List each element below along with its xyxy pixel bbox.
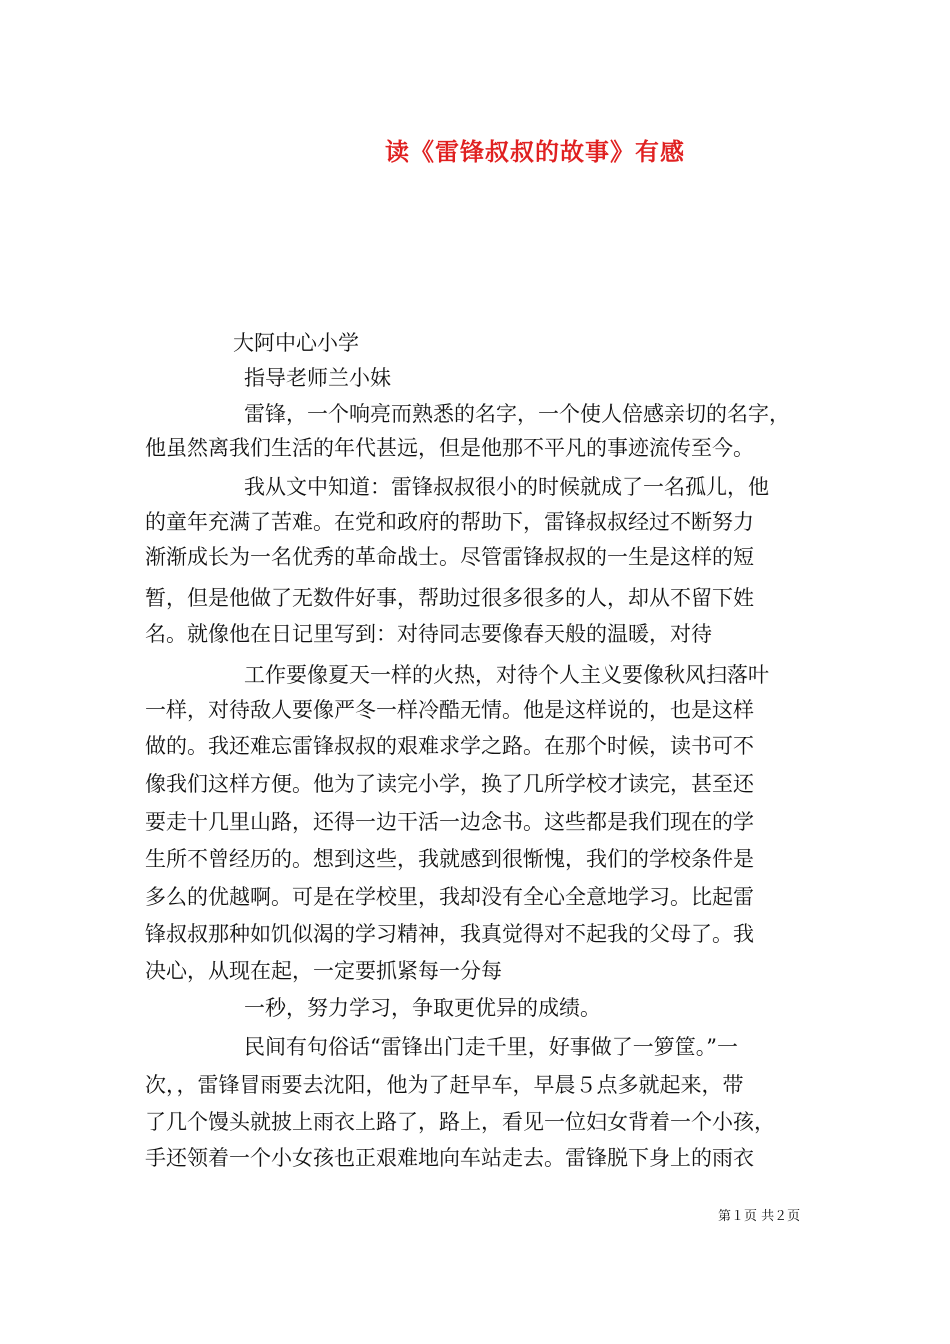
body-line: 做的。我还难忘雷锋叔叔的艰难求学之路。在那个时候，读书可不 [145, 734, 754, 758]
body-line: 像我们这样方便。他为了读完小学，换了几所学校才读完，甚至还 [145, 772, 754, 796]
body-line: 工作要像夏天一样的火热，对待个人主义要像秋风扫落叶 [244, 663, 769, 687]
document-title: 读《雷锋叔叔的故事》有感 [385, 137, 685, 166]
body-line: 要走十几里山路，还得一边干活一边念书。这些都是我们现在的学 [145, 810, 754, 834]
body-line: 一样，对待敌人要像严冬一样冷酷无情。他是这样说的，也是这样 [145, 698, 754, 722]
body-line: 雷锋，一个响亮而熟悉的名字，一个使人倍感亲切的名字， [244, 402, 790, 426]
body-line: 次，，雷锋冒雨要去沈阳，他为了赶早车，早晨５点多就起来，带 [145, 1073, 744, 1097]
body-line: 决心，从现在起，一定要抓紧每一分每 [145, 959, 502, 983]
body-line: 一秒，努力学习，争取更优异的成绩。 [244, 996, 601, 1020]
body-line: 他虽然离我们生活的年代甚远，但是他那不平凡的事迹流传至今。 [145, 436, 754, 460]
school-name: 大阿中心小学 [233, 331, 359, 355]
body-line: 暂，但是他做了无数件好事，帮助过很多很多的人，却从不留下姓 [145, 586, 754, 610]
body-line: 渐渐成长为一名优秀的革命战士。尽管雷锋叔叔的一生是这样的短 [145, 545, 754, 569]
body-line: 手还领着一个小女孩也正艰难地向车站走去。雷锋脱下身上的雨衣 [145, 1146, 754, 1170]
body-line: 生所不曾经历的。想到这些，我就感到很惭愧，我们的学校条件是 [145, 847, 754, 871]
body-line: 了几个馒头就披上雨衣上路了，路上，看见一位妇女背着一个小孩， [145, 1110, 775, 1134]
page-number: 第１页 共２页 [718, 1209, 801, 1224]
body-line: 锋叔叔那种如饥似渴的学习精神，我真觉得对不起我的父母了。我 [145, 922, 754, 946]
body-line: 多么的优越啊。可是在学校里，我却没有全心全意地学习。比起雷 [145, 885, 754, 909]
body-line: 的童年充满了苦难。在党和政府的帮助下，雷锋叔叔经过不断努力 [145, 510, 754, 534]
body-line: 民间有句俗话“雷锋出门走千里，好事做了一箩筐。”一 [244, 1035, 738, 1059]
teacher-name: 指导老师兰小妹 [244, 366, 391, 390]
body-line: 我从文中知道：雷锋叔叔很小的时候就成了一名孤儿，他 [244, 475, 769, 499]
body-line: 名。就像他在日记里写到：对待同志要像春天般的温暖，对待 [145, 622, 712, 646]
